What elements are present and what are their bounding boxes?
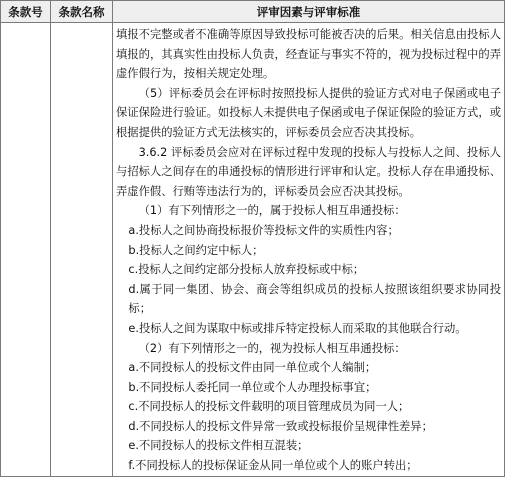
list-item: d.属于同一集团、协会、商会等组织成员的投标人按照该组织要求协同投标； bbox=[128, 282, 501, 316]
sub2-title: （2）有下列情形之一的，视为投标人相互串通投标： bbox=[138, 341, 406, 355]
list-item: b.不同投标人委托同一单位或个人办理投标事宜； bbox=[128, 380, 377, 394]
list-item: f.不同投标人的投标保证金从同一单位或个人的账户转出； bbox=[128, 459, 418, 473]
list-item: d.不同投标人的投标文件异常一致或投标报价呈规律性差异； bbox=[128, 419, 433, 433]
paragraph-5: （5）评标委员会在评标时按照投标人提供的验证方式对电子保函或电子保证保险进行验证。如投标人未提供电子保函或电子保证保险的验证方式，或根据提供的验证方式无法核实的，评标委员会应否决其投标。 bbox=[116, 86, 501, 139]
criteria-content bbox=[113, 23, 504, 476]
header-clause-number: 条款号 bbox=[1, 1, 51, 23]
table-row bbox=[1, 23, 505, 477]
list-item: e.投标人之间为谋取中标或排斥特定投标人而采取的其他联合行动。 bbox=[128, 321, 467, 335]
list-item: e.不同投标人的投标文件相互混装； bbox=[128, 439, 309, 453]
sub1-title: （1）有下列情形之一的，属于投标人相互串通投标： bbox=[138, 204, 406, 218]
paragraph-intro: 填报不完整或者不准确等原因导致投标可能被否决的后果。相关信息由投标人填报的，其真实性由投标人负责，经查证与事实不符的，视为投标过程中的弄虚作假行为，按相关规定处理。 bbox=[116, 28, 501, 81]
criteria-cell bbox=[113, 23, 505, 477]
header-clause-name: 条款名称 bbox=[51, 1, 113, 23]
list-item: a.不同投标人的投标文件由同一单位或个人编制； bbox=[128, 361, 377, 375]
header-evaluation-criteria: 评审因素与评审标准 bbox=[113, 1, 505, 23]
paragraph-3-6-2: 3.6.2 评标委员会应对在评标过程中发现的投标人与投标人之间、投标人与招标人之间存在的串通投标的情形进行评审和认定。投标人存在串通投标、弄虚作假、行贿等违法行为的，评标委员会应否决其投标。 bbox=[116, 145, 501, 198]
list-item: c.投标人之间约定部分投标人放弃投标或中标； bbox=[128, 263, 365, 277]
clause-number-cell bbox=[1, 23, 51, 477]
list-item: b.投标人之间约定中标人； bbox=[128, 243, 264, 257]
list-item: c.不同投标人的投标文件载明的项目管理成员为同一人； bbox=[128, 400, 410, 414]
table-header-row bbox=[1, 1, 505, 23]
list-item: a.投标人之间协商投标报价等投标文件的实质性内容； bbox=[128, 223, 399, 237]
clause-name-cell bbox=[51, 23, 113, 477]
